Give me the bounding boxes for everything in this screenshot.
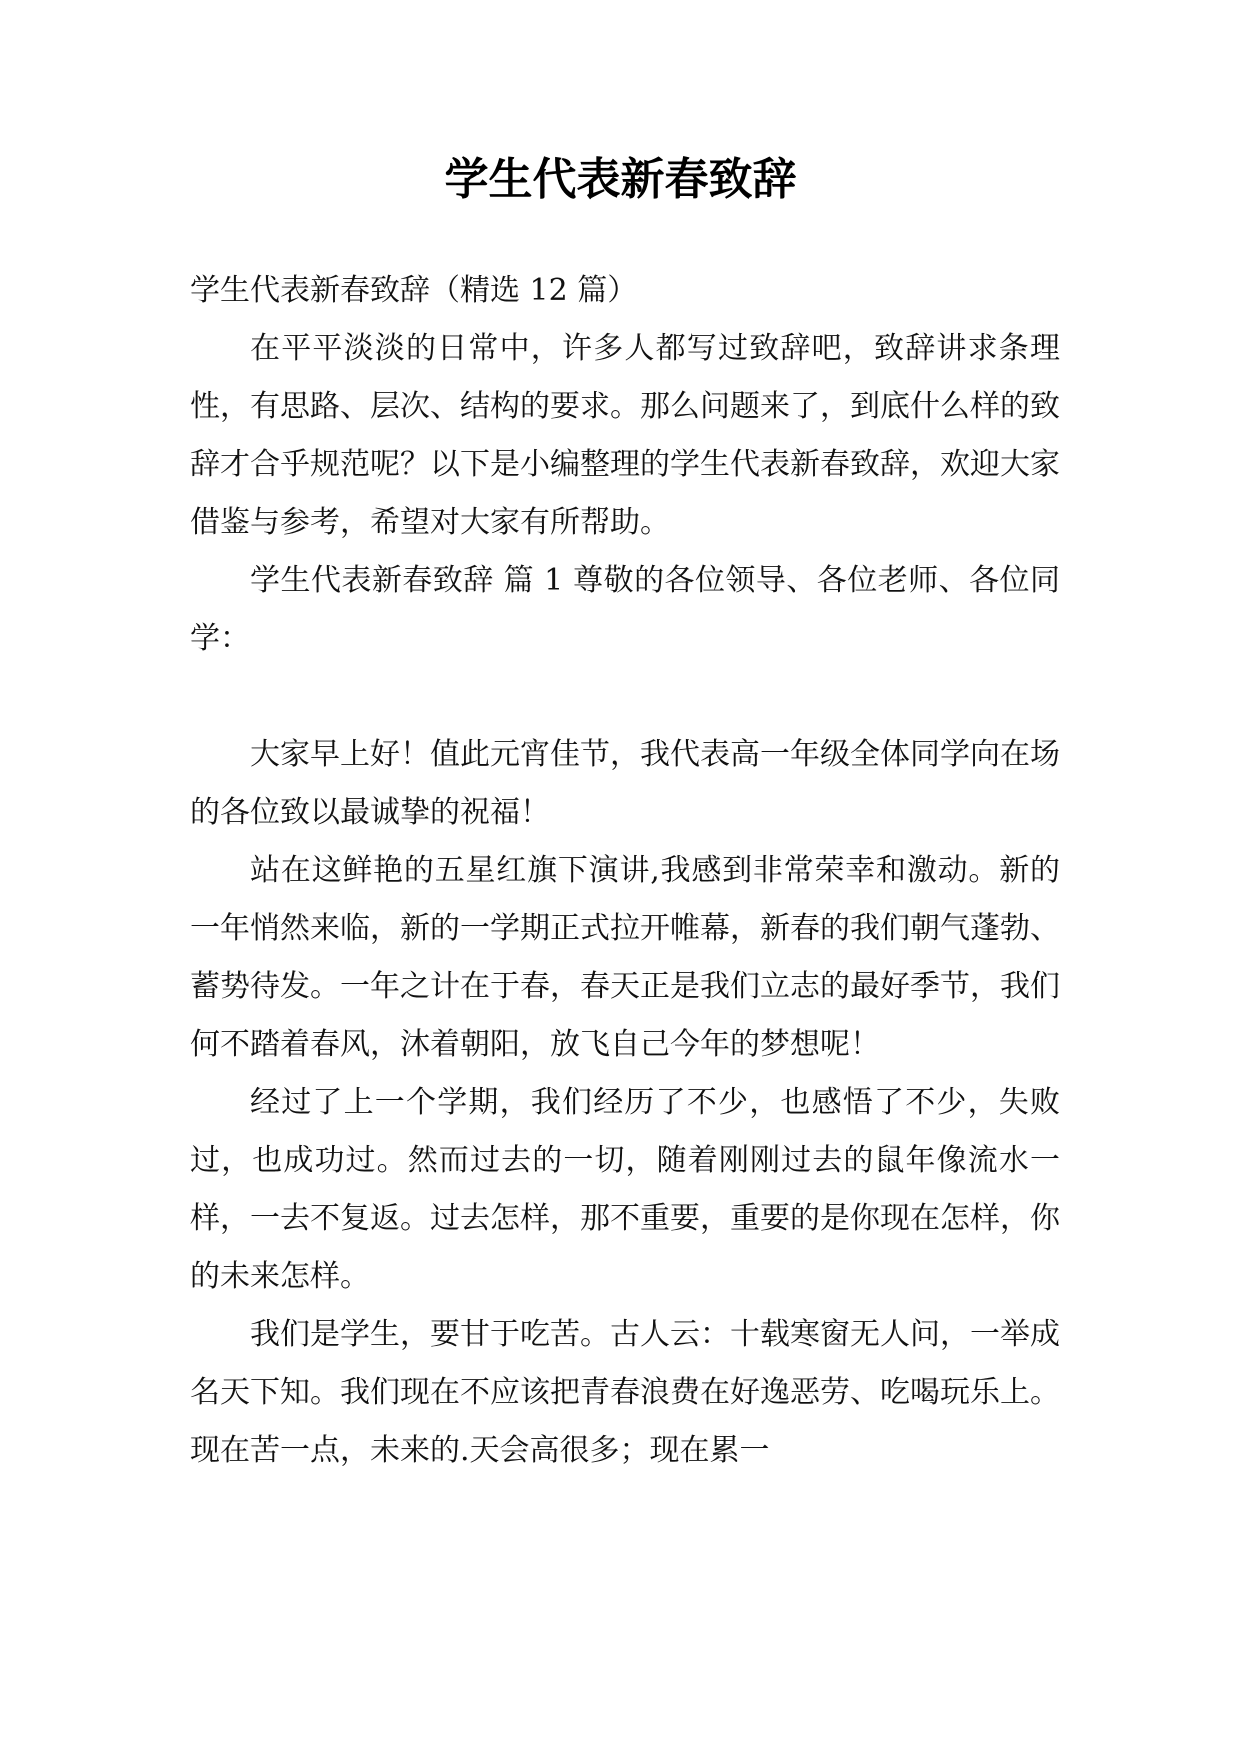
body-paragraph: 大家早上好！值此元宵佳节，我代表高一年级全体同学向在场的各位致以最诚挚的祝福！ (190, 737, 1060, 830)
document-title: 学生代表新春致辞 (444, 154, 797, 205)
body-paragraph: 我们是学生，要甘于吃苦。古人云：十载寒窗无人问，一举成名天下知。我们现在不应该把青春浪费在好逸恶劳、吃喝玩乐上。现在苦一点，未来的.天会高很多；现在累一 (190, 1317, 1060, 1468)
body-paragraph: 站在这鲜艳的五星红旗下演讲,我感到非常荣幸和激动。新的一年悄然来临，新的一学期正式拉开帷幕，新春的我们朝气蓬勃、蓄势待发。一年之计在于春，春天正是我们立志的最好季节，我们何不踏着春风，沐着朝阳，放飞自己今年的梦想呢！ (190, 853, 1060, 1062)
document-subtitle: 学生代表新春致辞（精选 12 篇） (190, 273, 638, 308)
salutation-paragraph: 学生代表新春致辞 篇 1 尊敬的各位领导、各位老师、各位同学： (190, 563, 1060, 656)
body-paragraph: 经过了上一个学期，我们经历了不少，也感悟了不少，失败过，也成功过。然而过去的一切，随着刚刚过去的鼠年像流水一样，一去不复返。过去怎样，那不重要，重要的是你现在怎样，你的未来怎样。 (190, 1085, 1060, 1294)
intro-paragraph: 在平平淡淡的日常中，许多人都写过致辞吧，致辞讲求条理性，有思路、层次、结构的要求。那么问题来了，到底什么样的致辞才合乎规范呢？以下是小编整理的学生代表新春致辞，欢迎大家借鉴与参考，希望对大家有所帮助。 (190, 331, 1060, 540)
blank-line (190, 668, 1060, 726)
document-body (190, 262, 1060, 1480)
